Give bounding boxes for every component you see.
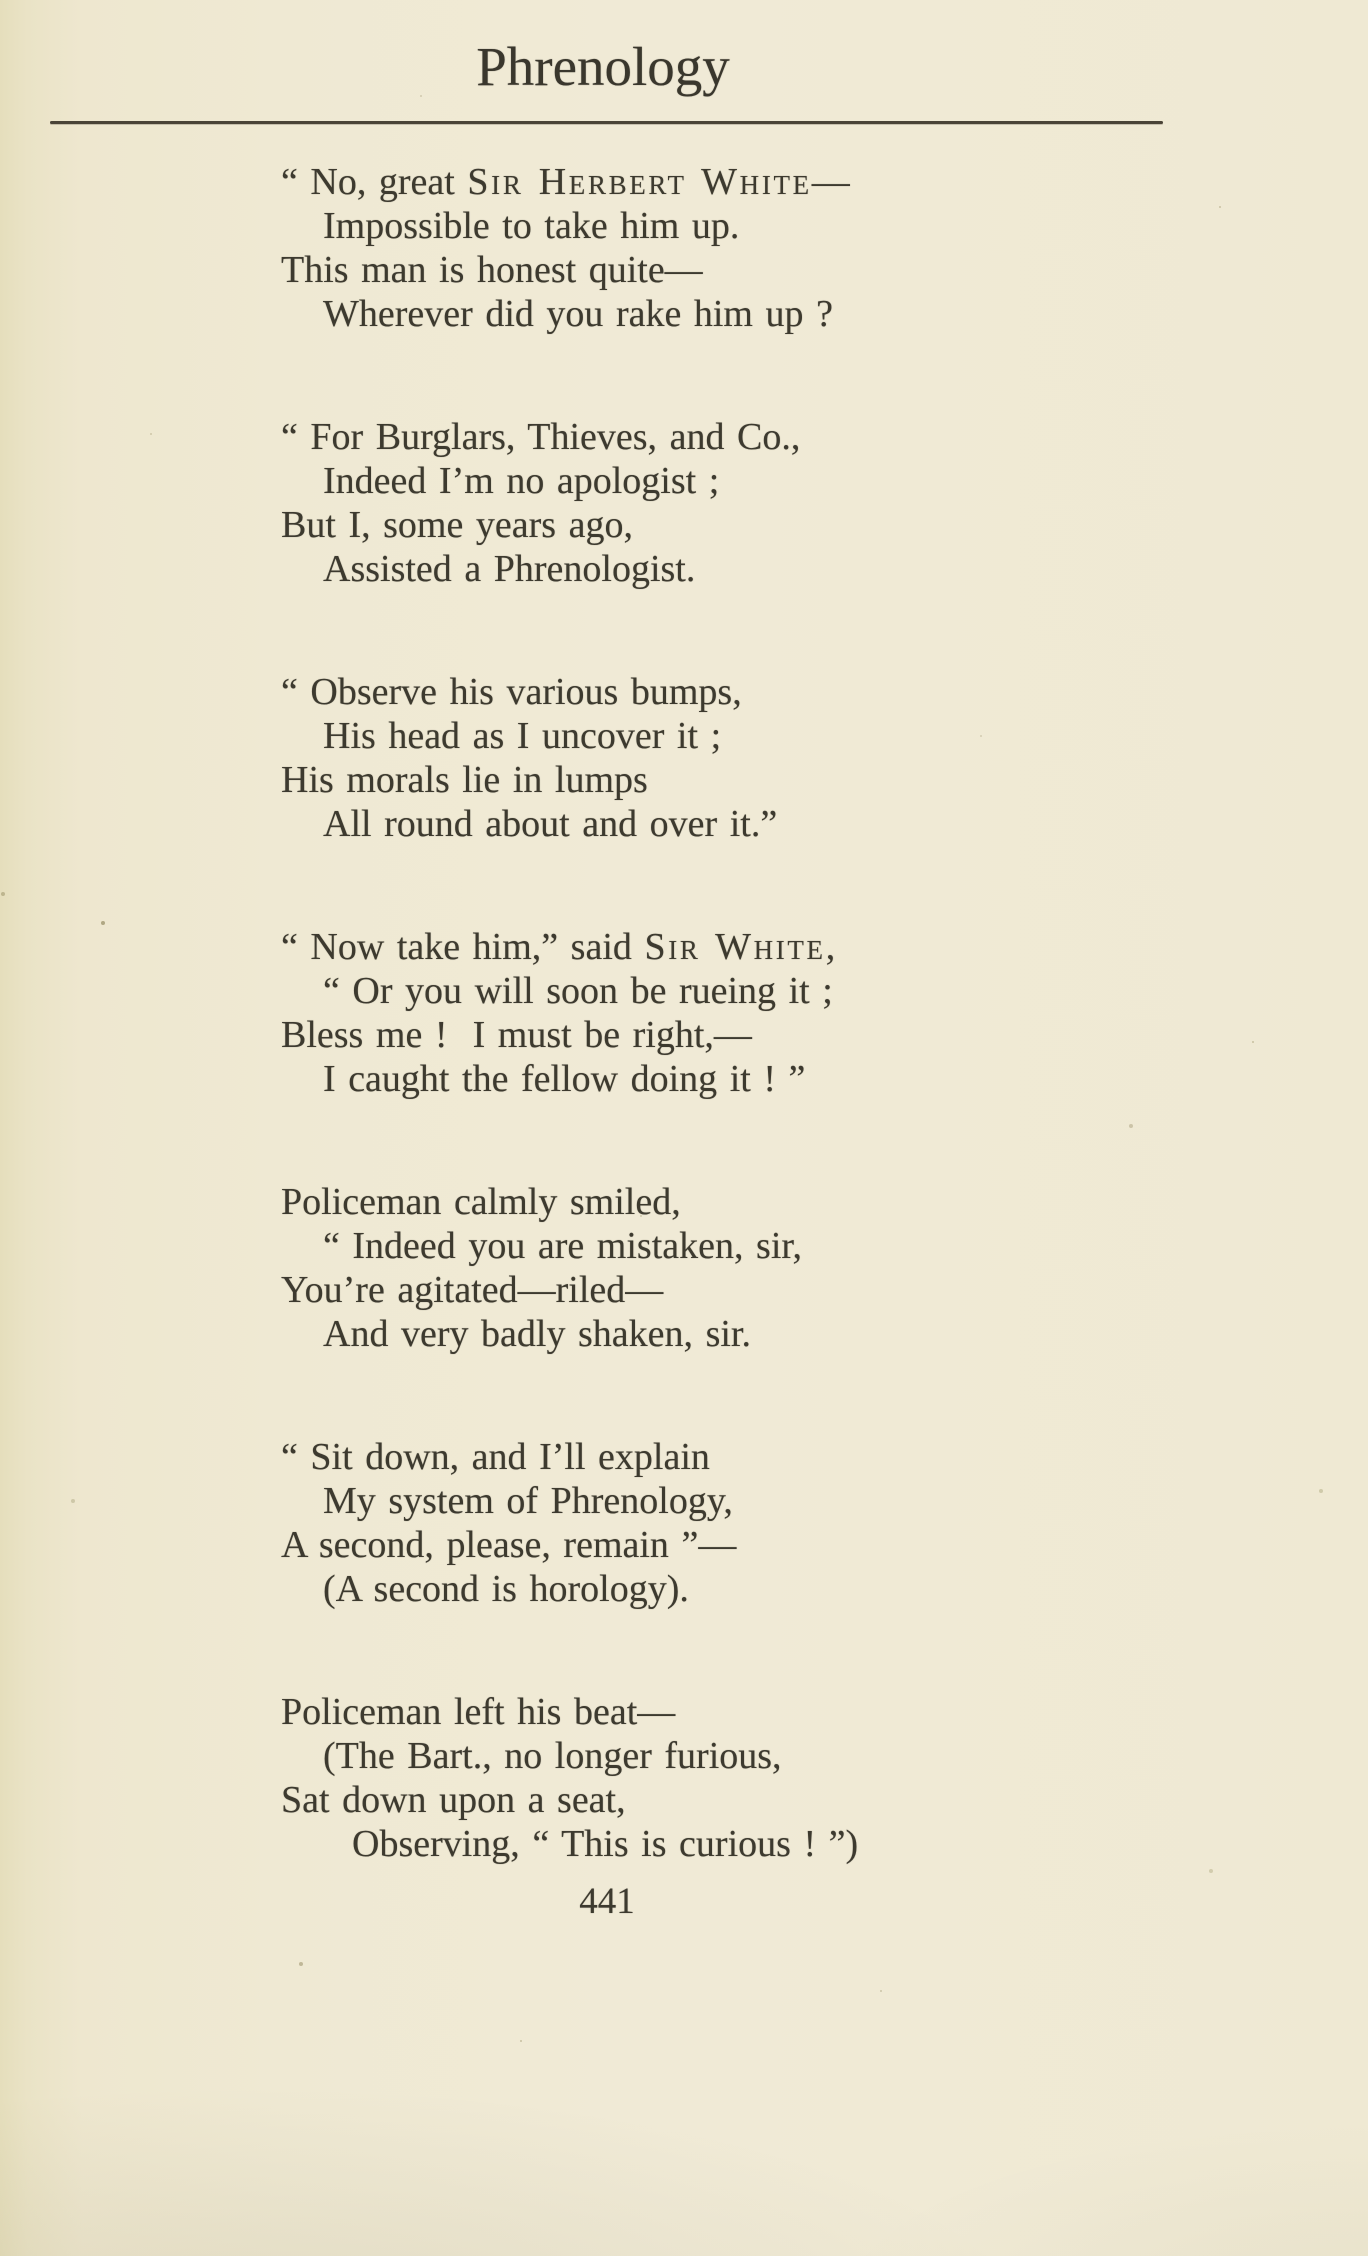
poem-line (281, 1822, 858, 1866)
line-segment: His head as I uncover it ; (323, 715, 722, 757)
page-title: Phrenology (476, 36, 730, 97)
poem-line (281, 415, 858, 459)
poem-line (281, 802, 858, 846)
poem-line (281, 1224, 858, 1268)
poem-line (281, 1778, 858, 1822)
line-segment: “ Sit down, and I’ll explain (281, 1436, 710, 1478)
stanza (281, 1690, 858, 1866)
poem-line (281, 204, 858, 248)
line-segment: — (811, 161, 850, 203)
line-segment: Policeman calmly smiled, (281, 1181, 681, 1223)
line-segment: This man is honest quite— (281, 249, 703, 291)
small-caps-name: Sir Herbert White (467, 161, 812, 203)
line-segment: (A second is horology). (323, 1568, 689, 1610)
line-segment: All round about and over it.” (323, 803, 778, 845)
line-segment: Bless me ! I must be right,— (281, 1014, 752, 1056)
line-segment: Assisted a Phrenologist. (323, 548, 696, 590)
poem-line (281, 1013, 858, 1057)
poem-line (281, 1690, 858, 1734)
poem-line (281, 1567, 858, 1611)
line-segment: Policeman left his beat— (281, 1691, 676, 1733)
title-rule (50, 121, 1163, 124)
poem-line (281, 1523, 858, 1567)
paper-specks (0, 0, 2, 2)
stanza (281, 1435, 858, 1611)
poem-line (281, 925, 858, 969)
poem-line (281, 1312, 858, 1356)
stanza (281, 1180, 858, 1356)
poem (281, 160, 858, 1945)
poem-line (281, 459, 858, 503)
line-segment: Impossible to take him up. (323, 205, 740, 247)
poem-line (281, 714, 858, 758)
line-segment: Observing, “ This is curious ! ”) (352, 1823, 859, 1865)
line-segment: But I, some years ago, (281, 504, 633, 546)
line-segment: “ No, great (281, 161, 468, 203)
poem-line (281, 1268, 858, 1312)
line-segment: My system of Phrenology, (323, 1480, 733, 1522)
line-segment: “ Observe his various bumps, (281, 671, 742, 713)
line-segment: A second, please, remain ”— (281, 1524, 737, 1566)
line-segment: (The Bart., no longer furious, (323, 1735, 782, 1777)
poem-line (281, 547, 858, 591)
poem-line (281, 1479, 858, 1523)
poem-line (281, 969, 858, 1013)
line-segment: “ For Burglars, Thieves, and Co., (281, 416, 801, 458)
poem-line (281, 1180, 858, 1224)
stanza (281, 925, 858, 1101)
line-segment: And very badly shaken, sir. (323, 1313, 751, 1355)
line-segment: , (825, 926, 836, 968)
page-number: 441 (579, 1881, 635, 1922)
line-segment: I caught the fellow doing it ! ” (323, 1058, 806, 1100)
line-segment: Wherever did you rake him up ? (323, 293, 833, 335)
poem-line (281, 160, 858, 204)
line-segment: Sat down upon a seat, (281, 1779, 626, 1821)
poem-line (281, 1435, 858, 1479)
stanza (281, 670, 858, 846)
line-segment: You’re agitated—riled— (281, 1269, 664, 1311)
poem-line (281, 758, 858, 802)
poem-line (281, 503, 858, 547)
line-segment: “ Indeed you are mistaken, sir, (323, 1225, 803, 1267)
poem-line (281, 292, 858, 336)
line-segment: “ Now take him,” said (281, 926, 645, 968)
line-segment: Indeed I’m no apologist ; (323, 460, 720, 502)
small-caps-name: Sir White (644, 926, 826, 968)
stanza (281, 415, 858, 591)
poem-line (281, 1734, 858, 1778)
line-segment: His morals lie in lumps (281, 759, 648, 801)
poem-line (281, 1057, 858, 1101)
line-segment: “ Or you will soon be rueing it ; (323, 970, 833, 1012)
poem-line (281, 670, 858, 714)
stanza (281, 160, 858, 336)
poem-line (281, 248, 858, 292)
